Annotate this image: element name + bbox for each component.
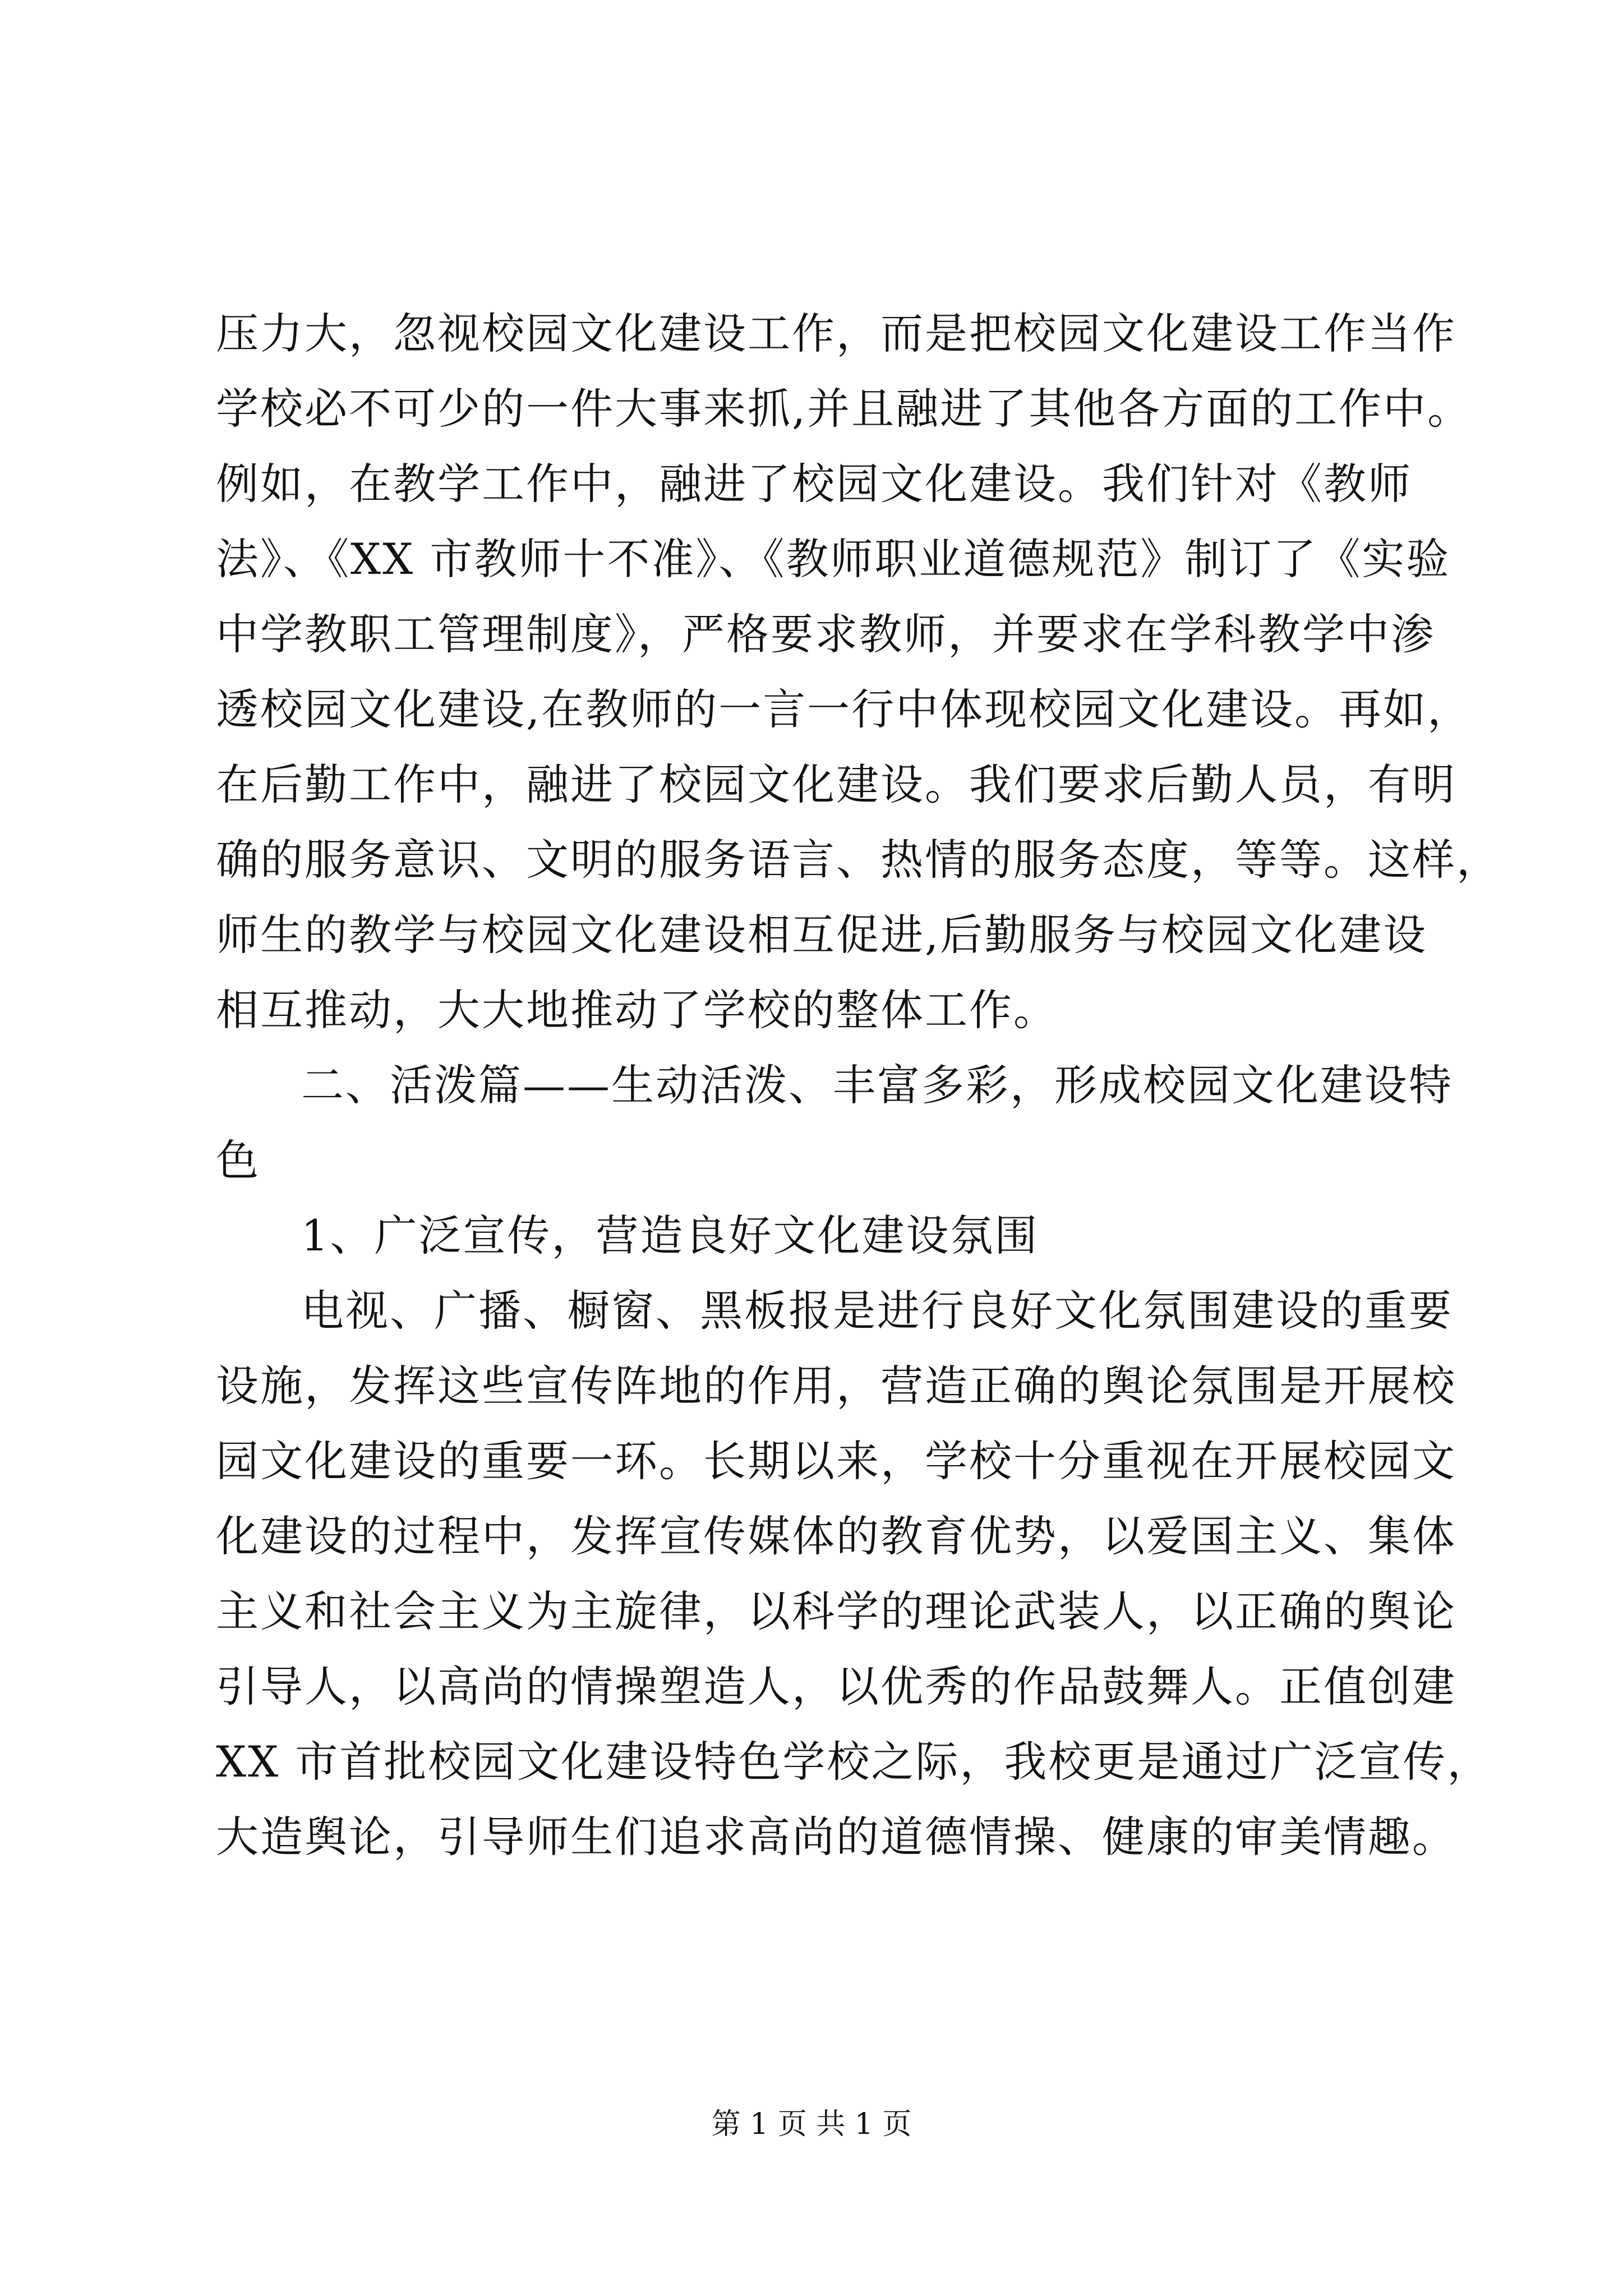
text-line: 师生的教学与校园文化建设相互促进,后勤服务与校园文化建设 bbox=[216, 910, 1428, 960]
text-line: 色 bbox=[216, 1135, 260, 1185]
text-line: 透校园文化建设,在教师的一言一行中体现校园文化建设。再如， bbox=[216, 684, 1472, 734]
text-line: XX 市首批校园文化建设特色学校之际，我校更是通过广泛宣传， bbox=[216, 1737, 1492, 1787]
text-line: 主义和社会主义为主旋律，以科学的理论武装人，以正确的舆论 bbox=[216, 1586, 1456, 1636]
text-line: 例如，在教学工作中，融进了校园文化建设。我们针对《教师 bbox=[216, 459, 1412, 509]
text-line: 化建设的过程中，发挥宣传媒体的教育优势，以爱国主义、集体 bbox=[216, 1511, 1456, 1561]
text-line: 学校必不可少的一件大事来抓,并且融进了其他各方面的工作中。 bbox=[216, 384, 1472, 434]
text-line: 压力大，忽视校园文化建设工作，而是把校园文化建设工作当作 bbox=[216, 309, 1456, 358]
text-line: 大造舆论，引导师生们追求高尚的道德情操、健康的审美情趣。 bbox=[216, 1812, 1456, 1862]
text-line: 引导人，以高尚的情操塑造人，以优秀的作品鼓舞人。正值创建 bbox=[216, 1662, 1456, 1711]
text-line: 确的服务意识、文明的服务语言、热情的服务态度，等等。这样， bbox=[216, 835, 1501, 885]
text-line: 设施，发挥这些宣传阵地的作用，营造正确的舆论氛围是开展校 bbox=[216, 1361, 1456, 1411]
text-line: 在后勤工作中，融进了校园文化建设。我们要求后勤人员，有明 bbox=[216, 760, 1456, 809]
text-line: 二、活泼篇——生动活泼、丰富多彩，形成校园文化建设特 bbox=[301, 1060, 1453, 1110]
text-line: 电视、广播、橱窗、黑板报是进行良好文化氛围建设的重要 bbox=[301, 1286, 1453, 1336]
page-footer: 第 1 页 共 1 页 bbox=[711, 2108, 912, 2141]
text-line: 1、广泛宣传，营造良好文化建设氛围 bbox=[301, 1211, 1039, 1260]
text-line: 中学教职工管理制度》，严格要求教师，并要求在学科教学中渗 bbox=[216, 609, 1435, 659]
text-line: 相互推动，大大地推动了学校的整体工作。 bbox=[216, 985, 1058, 1035]
text-line: 园文化建设的重要一环。长期以来，学校十分重视在开展校园文 bbox=[216, 1436, 1456, 1486]
document-body bbox=[216, 296, 1501, 1875]
text-line: 法》、《XX 市教师十不准》、《教师职业道德规范》制订了《实验 bbox=[216, 534, 1451, 584]
